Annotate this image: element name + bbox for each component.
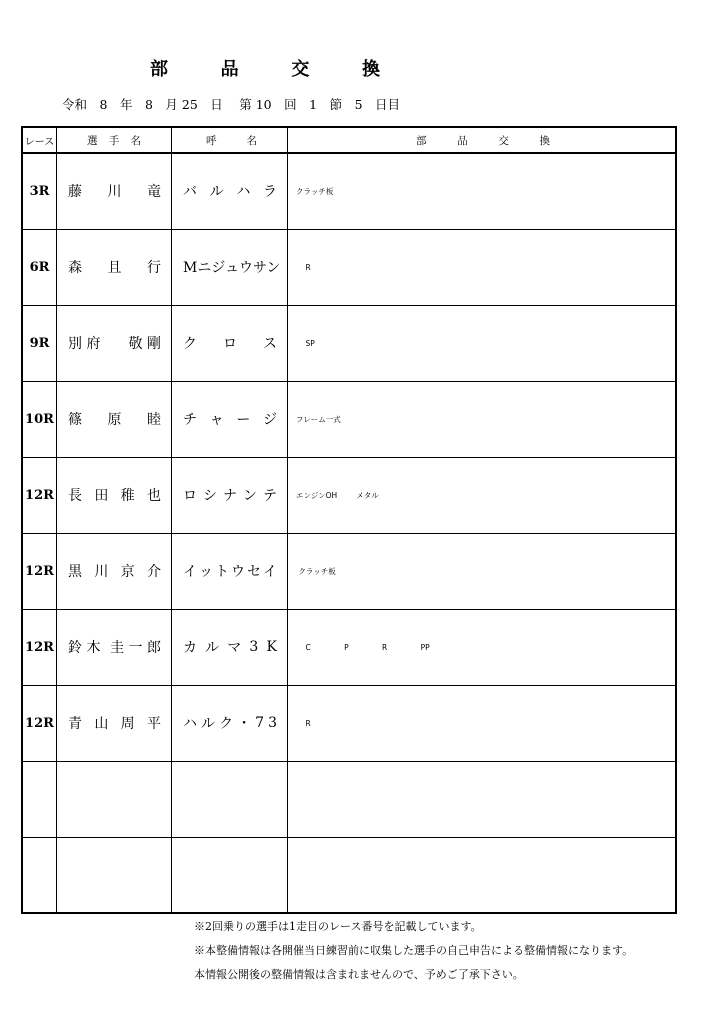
call-name-part: チ — [183, 412, 197, 428]
call-name-part: ・ — [237, 716, 252, 732]
call-name-part: ャ — [209, 412, 224, 428]
racer-name-part: 且 — [107, 260, 122, 276]
race-number: 10R — [22, 381, 57, 457]
call-name — [172, 229, 288, 305]
document-title — [150, 55, 380, 81]
call-name-part: ル — [205, 640, 220, 656]
parts-note: エンジンOH メタル — [296, 490, 379, 500]
racer-name — [57, 381, 172, 457]
call-name-part: バ — [183, 184, 197, 201]
table-row — [22, 609, 676, 685]
title-char: 品 — [220, 59, 239, 80]
racer-name-part: 青 — [68, 716, 82, 732]
racer-name — [57, 533, 172, 609]
table-row — [22, 685, 676, 761]
racer-name-part: 藤 — [68, 184, 82, 201]
parts-exchanged — [288, 381, 677, 457]
table-row — [22, 761, 676, 837]
call-name-part: ー — [236, 412, 251, 428]
racer-name-part: 原 — [107, 412, 122, 428]
parts-exchanged — [288, 305, 677, 381]
header-char: 名 — [130, 134, 141, 147]
call-name — [172, 609, 288, 685]
header-char: 品 — [457, 134, 468, 147]
call-name-part: ル — [201, 716, 216, 732]
racer-name — [57, 457, 172, 533]
title-char: 換 — [361, 59, 380, 80]
call-name-part: ク — [183, 336, 197, 352]
racer-name-part: 周 — [120, 716, 135, 732]
parts-note: クラッチ板 — [296, 186, 334, 196]
parts-exchanged — [288, 533, 677, 609]
header-char: 名 — [246, 134, 257, 147]
racer-name-part: 睦 — [147, 412, 161, 428]
racer-name — [57, 761, 172, 837]
table-row — [22, 381, 676, 457]
racer-name-part: 圭 一 郎 — [110, 640, 161, 656]
call-name — [172, 153, 288, 229]
race-number: 6R — [22, 229, 57, 305]
racer-name — [57, 837, 172, 913]
header-char: 手 — [108, 134, 120, 147]
call-name-part: ロ — [223, 336, 237, 352]
parts-note: SP — [296, 338, 315, 348]
call-name — [172, 381, 288, 457]
call-name-part: ン — [243, 488, 257, 504]
call-name — [172, 305, 288, 381]
table-row — [22, 229, 676, 305]
call-name-part: ナ — [223, 488, 237, 504]
call-name-part: シ — [203, 488, 217, 504]
call-name-part: テ — [263, 488, 277, 504]
title-char: 部 — [150, 59, 168, 80]
header-call-name — [172, 127, 288, 153]
call-name — [172, 533, 288, 609]
call-name-part: 7 — [255, 715, 265, 731]
race-number: 12R — [22, 533, 57, 609]
racer-name-part: 黒 — [68, 564, 82, 580]
call-name — [172, 837, 288, 913]
parts-note: クラッチ板 — [296, 566, 336, 576]
call-name-part: 3 — [268, 715, 277, 731]
call-name-part: カ — [183, 640, 197, 656]
racer-name-part: 鈴 木 — [68, 640, 101, 656]
table-row — [22, 153, 676, 229]
race-number: 9R — [22, 305, 57, 381]
racer-name-part: 行 — [147, 260, 161, 276]
racer-name-part: 篠 — [68, 412, 82, 428]
table-row — [22, 305, 676, 381]
call-name-part: セ — [247, 564, 261, 580]
race-number — [22, 837, 57, 913]
racer-name-part: 長 — [68, 488, 82, 504]
call-name-part: ジ — [262, 412, 277, 428]
header-char: 交 — [498, 134, 509, 147]
call-name-part: ウ — [231, 564, 245, 580]
racer-name-part: 介 — [146, 564, 161, 580]
parts-exchanged — [288, 761, 677, 837]
parts-exchanged — [288, 457, 677, 533]
parts-exchanged — [288, 229, 677, 305]
racer-name-part: 竜 — [147, 184, 161, 201]
parts-exchanged — [288, 837, 677, 913]
call-name-part: イ — [183, 564, 197, 580]
parts-note: フレーム一式 — [296, 414, 341, 424]
parts-note: R — [296, 718, 311, 728]
call-name-part: ラ — [262, 184, 277, 201]
race-number: 3R — [22, 153, 57, 229]
call-name — [172, 457, 288, 533]
call-name-part: K — [266, 639, 277, 655]
call-name-part: Mニジュウサン — [183, 260, 281, 276]
header-race: レース — [22, 127, 57, 153]
footer-note: 本情報公開後の整備情報は含まれませんので、予めご了承下さい。 — [194, 968, 524, 981]
call-name-part: 3 — [249, 639, 259, 655]
title-char: 交 — [291, 59, 310, 80]
race-number — [22, 761, 57, 837]
header-char: 選 — [87, 134, 98, 147]
footer-note: ※本整備情報は各開催当日練習前に収集した選手の自己申告による整備情報になります。 — [194, 944, 634, 957]
call-name-part: イ — [263, 564, 277, 580]
racer-name — [57, 685, 172, 761]
call-name-part: ハ — [236, 184, 251, 201]
racer-name-part: 敬 剛 — [128, 336, 161, 352]
header-char: 部 — [416, 134, 427, 147]
header-parts-exchange — [288, 127, 677, 153]
event-date-line: 令和 8 年 8 月 25 日 第 10 回 1 節 5 日目 — [62, 97, 401, 112]
call-name — [172, 685, 288, 761]
parts-exchanged — [288, 685, 677, 761]
parts-exchanged — [288, 609, 677, 685]
racer-name-part: 稚 — [120, 488, 135, 504]
racer-name-part: 別 府 — [68, 336, 101, 352]
call-name-part: ス — [263, 336, 277, 352]
racer-name — [57, 229, 172, 305]
parts-note: R — [296, 262, 311, 272]
racer-name-part: 森 — [68, 260, 82, 276]
header-char: 換 — [539, 134, 550, 147]
call-name-part: マ — [227, 640, 242, 656]
parts-exchange-table — [21, 126, 677, 914]
call-name-part: ロ — [183, 488, 197, 504]
call-name-part: ハ — [183, 716, 197, 732]
call-name-part: ッ — [199, 564, 213, 580]
call-name-part: ル — [209, 184, 224, 201]
racer-name-part: 京 — [120, 564, 135, 580]
table-row — [22, 837, 676, 913]
racer-name — [57, 609, 172, 685]
racer-name-part: 川 — [107, 184, 122, 201]
racer-name-part: 平 — [146, 716, 161, 732]
header-racer-name — [57, 127, 172, 153]
racer-name — [57, 305, 172, 381]
parts-note: C P R PP — [296, 642, 430, 652]
racer-name-part: 田 — [94, 488, 109, 504]
racer-name-part: 川 — [94, 564, 109, 580]
racer-name-part: 山 — [94, 716, 109, 732]
call-name-part: ト — [215, 564, 229, 580]
call-name-part: ク — [219, 716, 234, 732]
header-char: 呼 — [206, 134, 217, 147]
race-number: 12R — [22, 609, 57, 685]
table-row — [22, 457, 676, 533]
footer-note: ※2回乗りの選手は1走目のレース番号を記載しています。 — [194, 920, 482, 933]
race-number: 12R — [22, 685, 57, 761]
parts-exchanged — [288, 153, 677, 229]
racer-name-part: 也 — [146, 488, 161, 504]
race-number: 12R — [22, 457, 57, 533]
call-name — [172, 761, 288, 837]
table-header-row — [22, 127, 676, 153]
racer-name — [57, 153, 172, 229]
table-row — [22, 533, 676, 609]
